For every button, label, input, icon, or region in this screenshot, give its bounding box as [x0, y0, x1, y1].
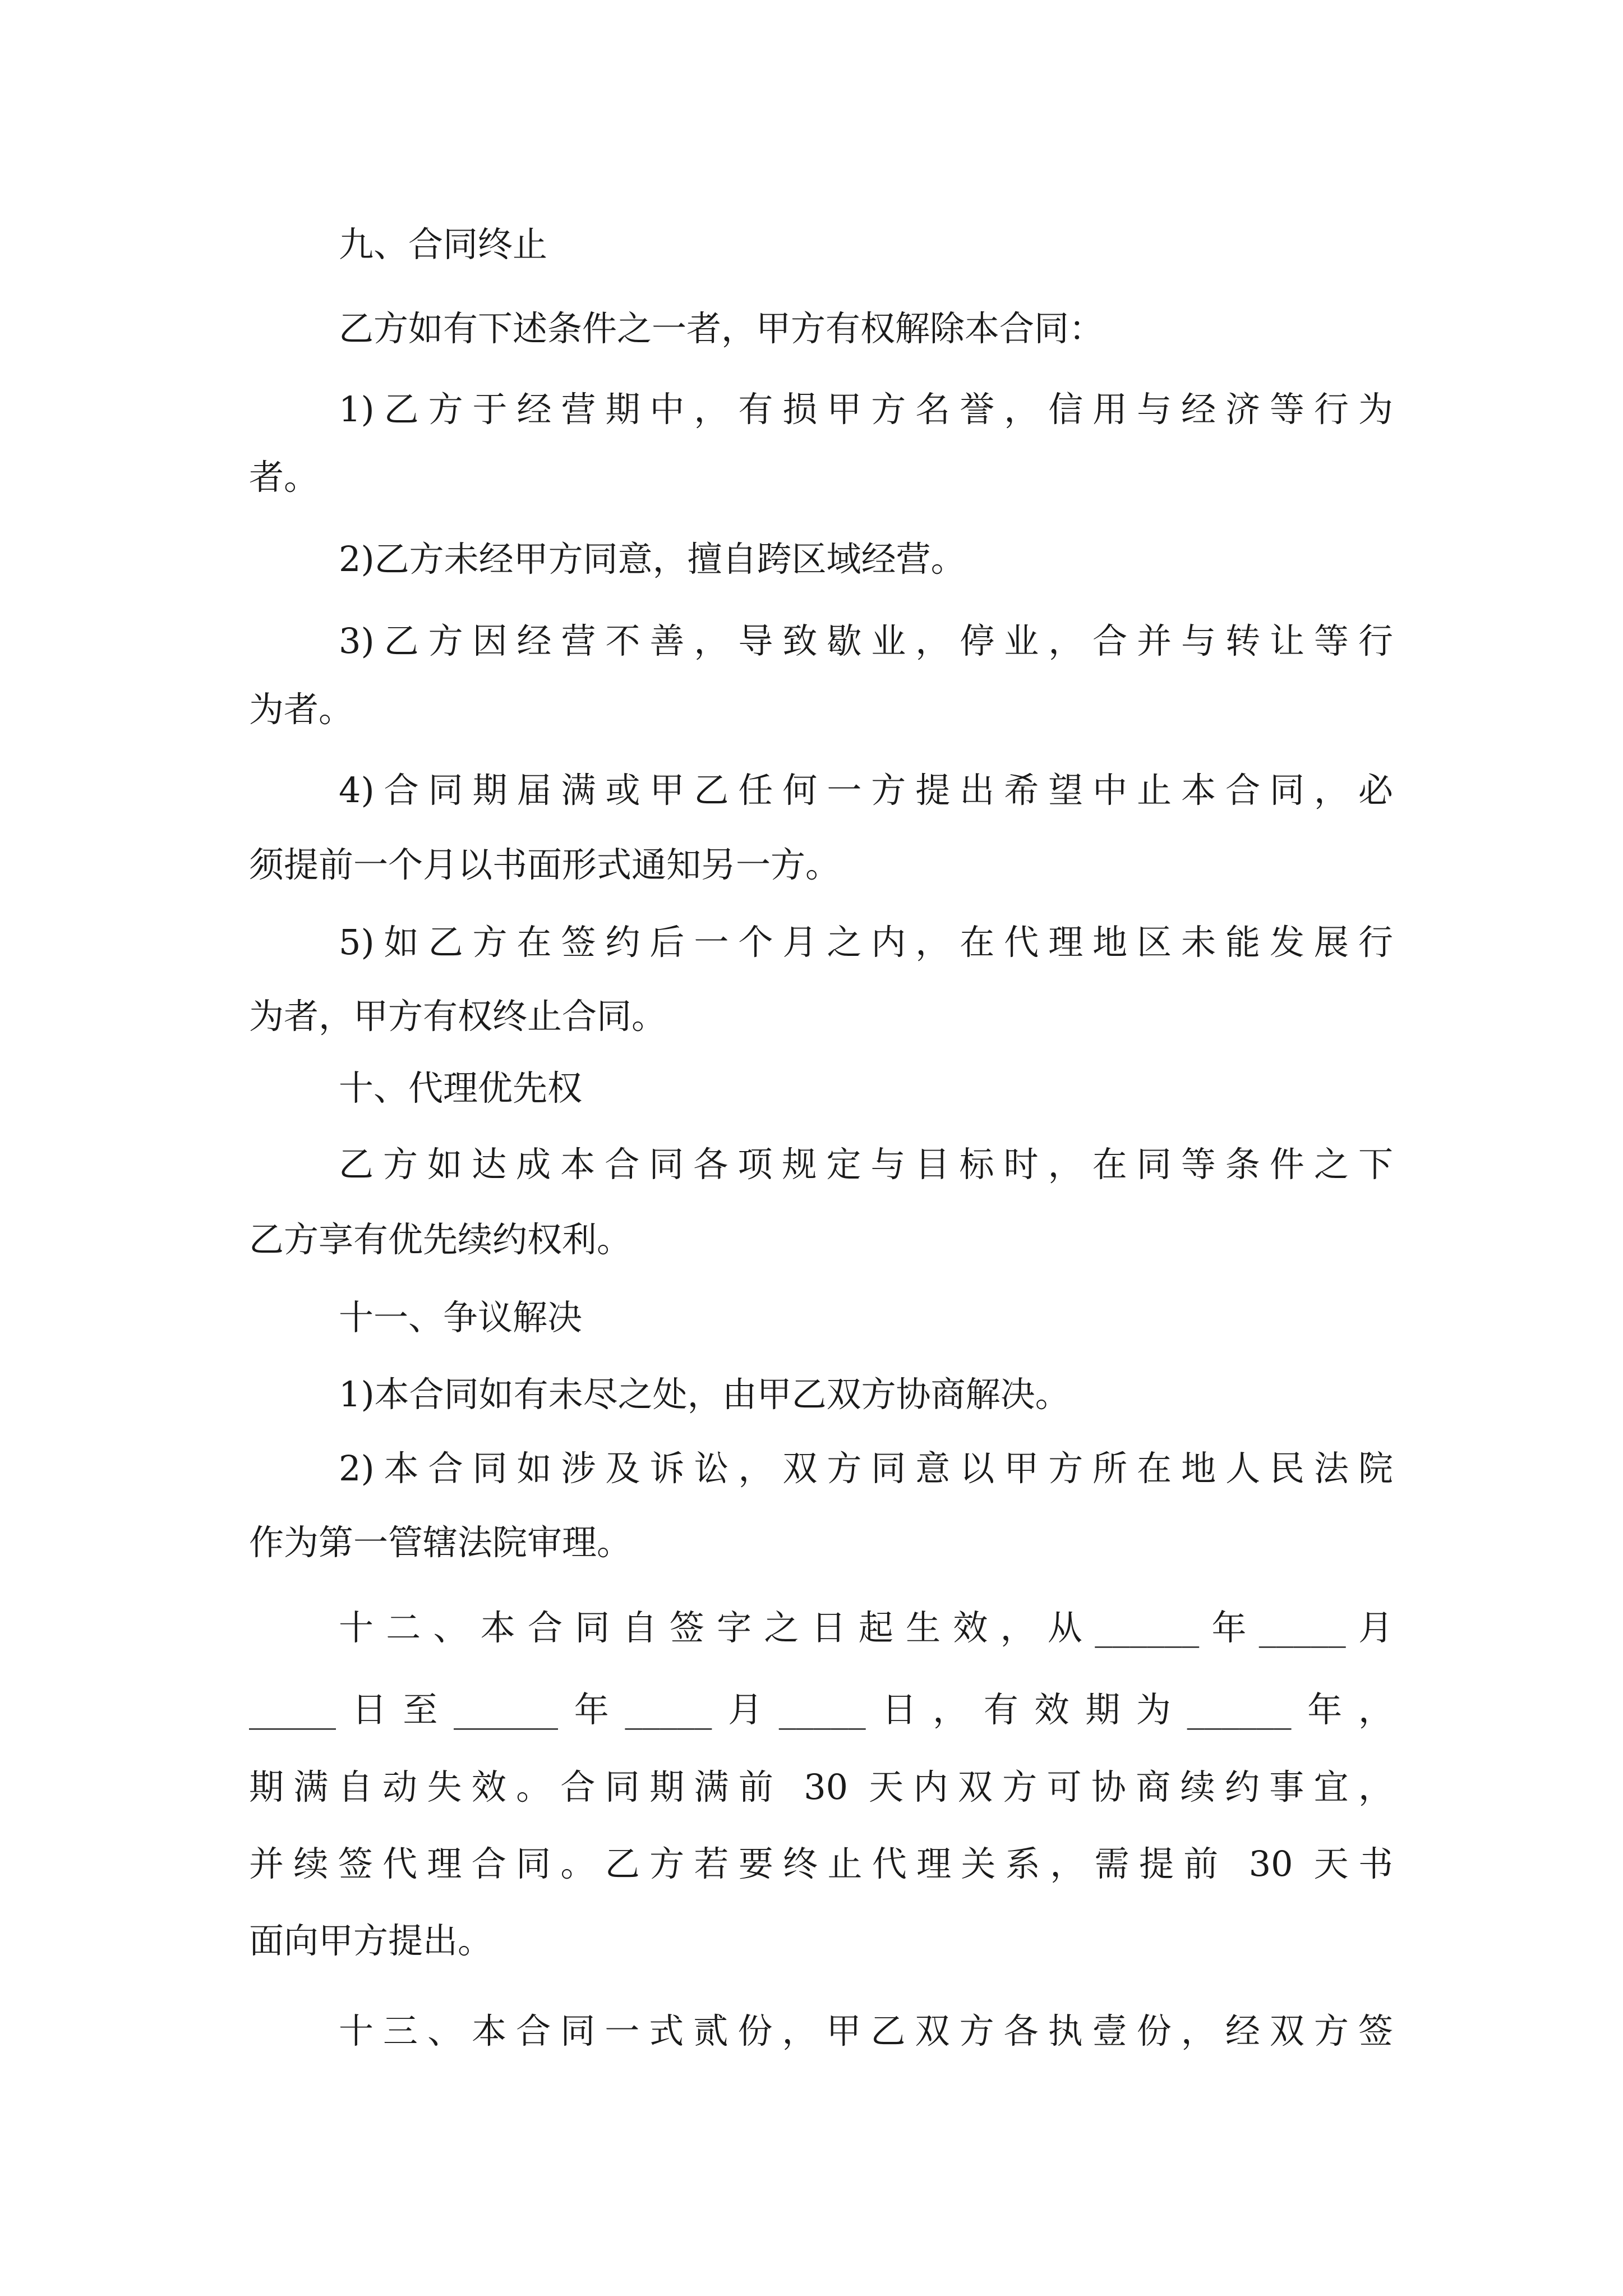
paragraph-line: 作为第一管辖法院审理。	[249, 1522, 632, 1563]
paragraph-line: 5)如乙方在签约后一个月之内，在代理地区未能发展行	[339, 922, 1393, 963]
paragraph-line: 者。	[249, 457, 319, 498]
paragraph-line: 期满自动失效。合同期满前 30 天内双方可协商续约事宜，	[249, 1766, 1393, 1807]
paragraph-line: 须提前一个月以书面形式通知另一方。	[249, 844, 841, 885]
paragraph-line: 2)乙方未经甲方同意，擅自跨区域经营。	[339, 539, 966, 579]
paragraph-line: 乙方享有优先续约权利。	[249, 1219, 632, 1260]
paragraph-line: _____日至______年_____月_____日，有效期为______年，	[249, 1689, 1393, 1730]
paragraph-line: 十三、本合同一式贰份，甲乙双方各执壹份，经双方签	[339, 2010, 1393, 2051]
paragraph-line: 为者。	[249, 689, 354, 730]
paragraph-line: 并续签代理合同。乙方若要终止代理关系，需提前 30 天书	[249, 1843, 1393, 1884]
paragraph-line: 十二、本合同自签字之日起生效，从______年_____月	[339, 1607, 1393, 1648]
paragraph-line: 为者，甲方有权终止合同。	[249, 996, 667, 1037]
paragraph-line: 面向甲方提出。	[249, 1920, 493, 1961]
paragraph-line: 3)乙方因经营不善，导致歇业，停业，合并与转让等行	[339, 620, 1393, 661]
section-heading-dispute-resolution: 十一、争议解决	[339, 1297, 583, 1338]
paragraph-line: 1)本合同如有未尽之处，由甲乙双方协商解决。	[339, 1374, 1070, 1415]
section-heading-agency-priority: 十、代理优先权	[339, 1068, 583, 1108]
paragraph-line: 乙方如达成本合同各项规定与目标时，在同等条件之下	[339, 1144, 1393, 1185]
paragraph-line: 4)合同期届满或甲乙任何一方提出希望中止本合同，必	[339, 770, 1393, 811]
paragraph-line: 乙方如有下述条件之一者，甲方有权解除本合同：	[339, 308, 1104, 349]
section-heading-termination: 九、合同终止	[339, 224, 548, 265]
paragraph-line: 2)本合同如涉及诉讼，双方同意以甲方所在地人民法院	[339, 1448, 1393, 1489]
paragraph-line: 1)乙方于经营期中，有损甲方名誉，信用与经济等行为	[339, 389, 1393, 430]
